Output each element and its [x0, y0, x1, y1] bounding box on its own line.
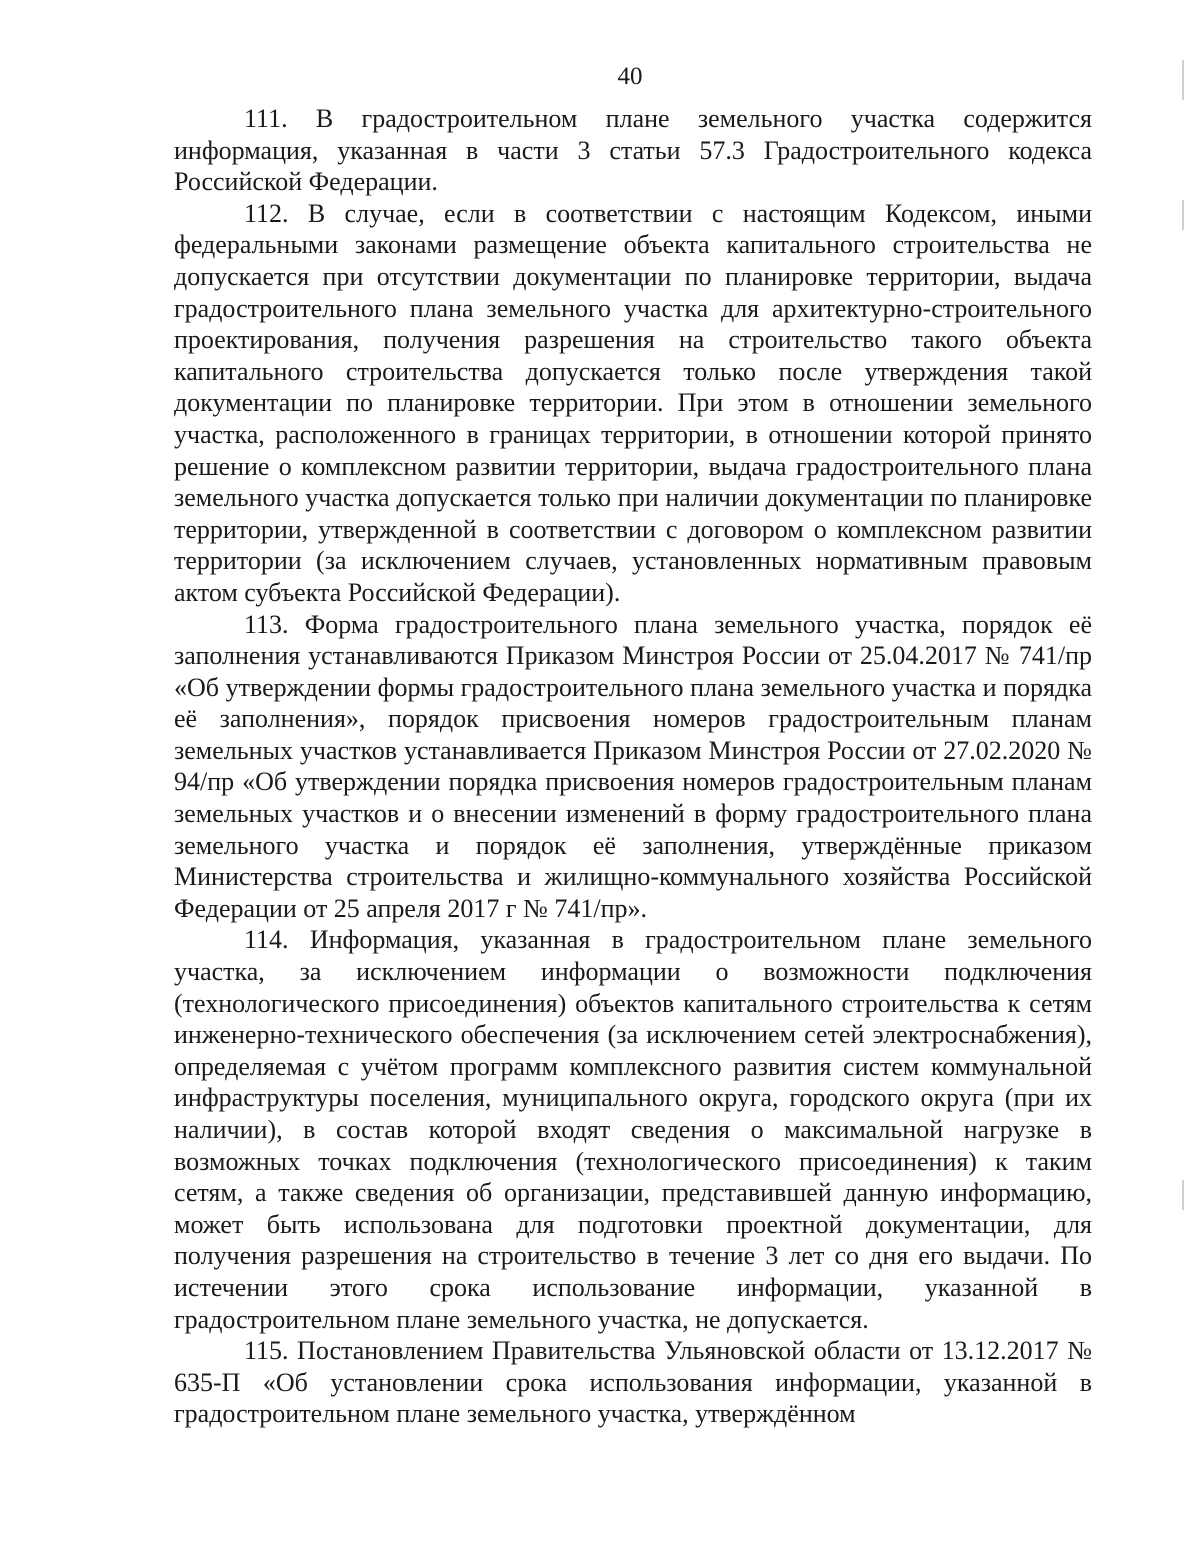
- page-number: 40: [617, 63, 643, 90]
- document-body: [174, 103, 1092, 1430]
- paragraph-114: 114. Информация, указанная в градостроительном плане земельного участка, за исключением информации о возможности подключения (технологического присоединения) объектов капитального строительства к сетям инженерно-технического обеспечения (за исключением сетей электроснабжения), определяемая с учётом программ комплексного развития систем коммунальной инфраструктуры поселения, муниципального округа, городского округа (при их наличии), в состав которой входят сведения о максимальной нагрузке в возможных точках подключения (технологического присоединения) к таким сетям, а также сведения об организации, представившей данную информацию, может быть использована для подготовки проектной документации, для получения разрешения на строительство в течение 3 лет со дня его выдачи. По истечении этого срока использование информации, указанной в градостроительном плане земельного участка, не допускается.: [174, 925, 1092, 1334]
- paragraph-113: 113. Форма градостроительного плана земельного участка, порядок её заполнения устанавливаются Приказом Минстроя России от 25.04.2017 № 741/пр «Об утверждении формы градостроительного плана земельного участка и порядка её заполнения», порядок присвоения номеров градостроительным планам земельных участков устанавливается Приказом Минстроя России от 27.02.2020 № 94/пр «Об утверждении порядка присвоения номеров градостроительным планам земельных участков и о внесении изменений в форму градостроительного плана земельного участка и порядок её заполнения, утверждённые приказом Министерства строительства и жилищно-коммунального хозяйства Российской Федерации от 25 апреля 2017 г № 741/пр».: [174, 609, 1092, 923]
- scan-edge-mark: [1182, 200, 1184, 230]
- paragraph-112: 112. В случае, если в соответствии с настоящим Кодексом, иными федеральными законами размещение объекта капитального строительства не допускается при отсутствии документации по планировке территории, выдача градостроительного плана земельного участка для архитектурно-строительного проектирования, получения разрешения на строительство такого объекта капитального строительства допускается только после утверждения такой документации по планировке территории. При этом в отношении земельного участка, расположенного в границах территории, в отношении которой принято решение о комплексном развитии территории, выдача градостроительного плана земельного участка допускается только при наличии документации по планировке территории, утвержденной в соответствии с договором о комплексном развитии территории (за исключением случаев, установленных нормативным правовым актом субъекта Российской Федерации).: [174, 198, 1092, 607]
- scan-edge-mark: [1182, 1180, 1184, 1210]
- paragraph-111: 111. В градостроительном плане земельного участка содержится информация, указанная в части 3 статьи 57.3 Градостроительного кодекса Российской Федерации.: [174, 104, 1092, 197]
- paragraph-115: 115. Постановлением Правительства Ульяновской области от 13.12.2017 № 635-П «Об установлении срока использования информации, указанной в градостроительном плане земельного участка, утверждённом: [174, 1336, 1092, 1429]
- scan-edge-mark: [1182, 60, 1184, 100]
